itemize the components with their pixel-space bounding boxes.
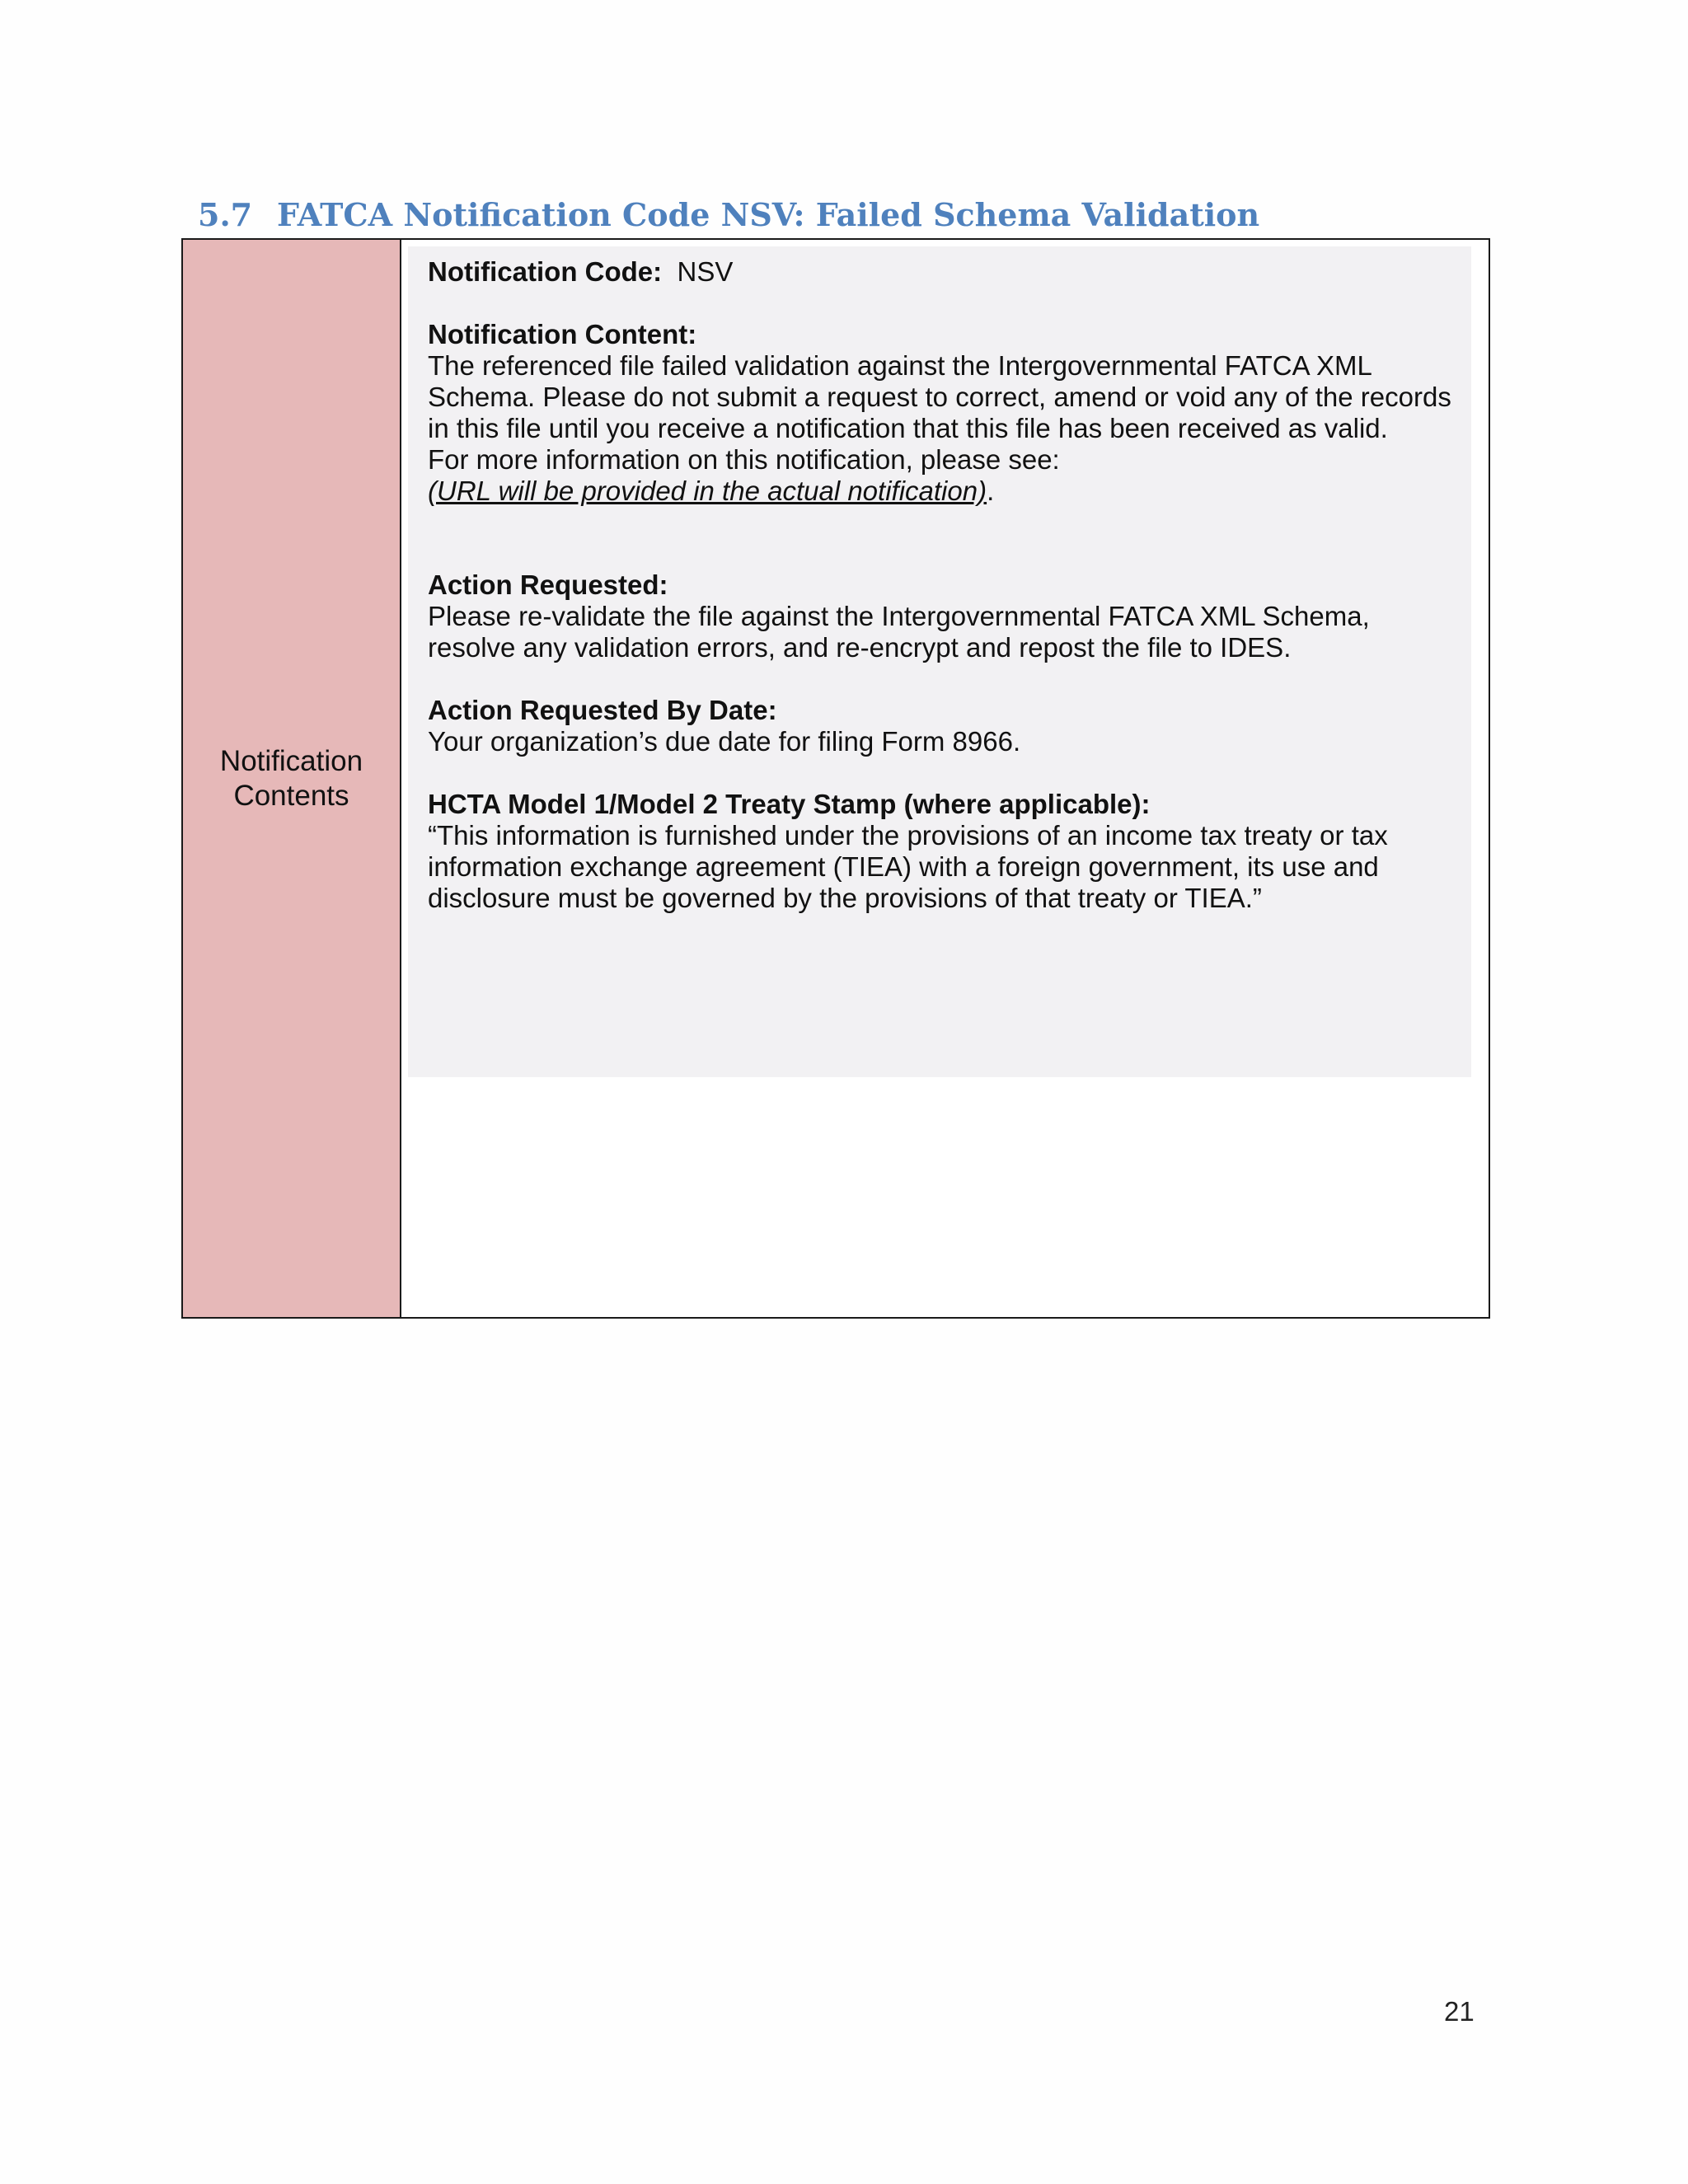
notification-contents-label: Notification Contents xyxy=(219,744,363,812)
action-requested-heading: Action Requested: xyxy=(428,569,668,600)
page-number: 21 xyxy=(1444,1996,1475,2027)
label-cell xyxy=(183,240,401,1317)
section-title: FATCA Notification Code NSV: Failed Schema Validation xyxy=(277,196,1260,233)
action-date-body: Your organization’s due date for filing Form 8966. xyxy=(428,726,1021,757)
notification-content-box xyxy=(408,246,1471,1077)
url-placeholder-note: (URL will be provided in the actual notification) xyxy=(428,476,987,506)
notification-content-heading: Notification Content: xyxy=(428,319,697,349)
url-line xyxy=(428,476,1453,507)
notification-table xyxy=(181,238,1490,1319)
notification-content-body: The referenced file failed validation against the Intergovernmental FATCA XML Schema. Please do not submit a request to correct, amend or void any of the records in this file until you receive a notification that this file has been received as valid. xyxy=(428,350,1451,443)
treaty-stamp-heading: HCTA Model 1/Model 2 Treaty Stamp (where applicable): xyxy=(428,789,1151,819)
content-cell xyxy=(401,240,1489,1317)
section-heading xyxy=(198,196,1259,233)
treaty-stamp-body: “This information is furnished under the provisions of an income tax treaty or tax information exchange agreement (TIEA) with a foreign government, its use and disclosure must be governed by the provisions of that treaty or TIEA.” xyxy=(428,820,1388,913)
more-info-text: For more information on this notification, please see: xyxy=(428,444,1060,475)
action-date-heading: Action Requested By Date: xyxy=(428,695,777,725)
action-requested-body: Please re-validate the file against the Intergovernmental FATCA XML Schema, resolve any validation errors, and re-encrypt and repost the file to IDES. xyxy=(428,601,1370,663)
notification-code-value: NSV xyxy=(677,256,734,287)
section-number: 5.7 xyxy=(198,196,253,233)
url-trailing-period: . xyxy=(987,476,995,506)
notification-code-line xyxy=(428,256,1453,288)
notification-code-label: Notification Code: xyxy=(428,256,663,287)
